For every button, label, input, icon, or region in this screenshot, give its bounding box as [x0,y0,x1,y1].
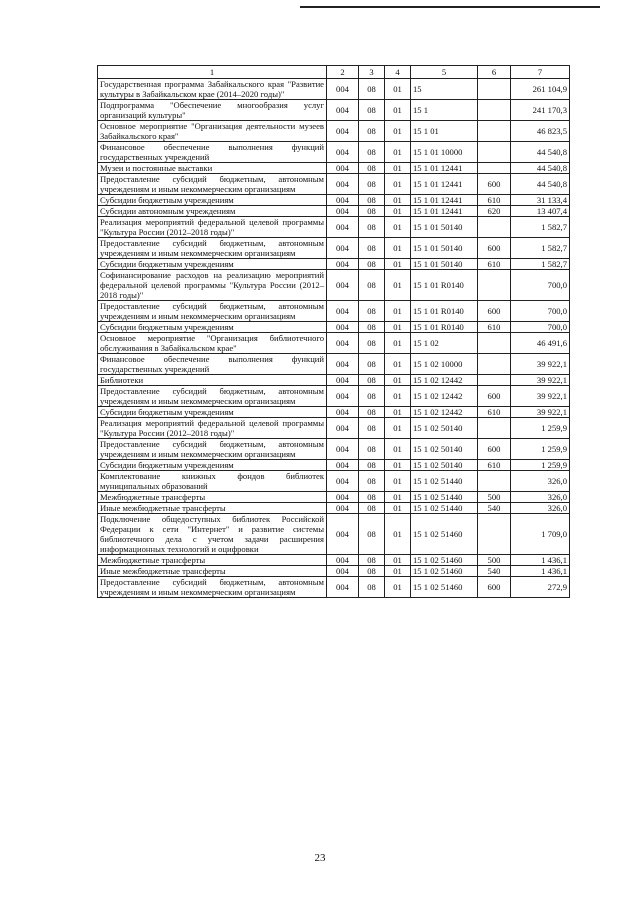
ministry-code: 004 [327,514,359,555]
ministry-code: 004 [327,79,359,100]
expense-type-code [478,217,511,238]
amount: 1 259,9 [511,439,570,460]
expense-type-code: 600 [478,238,511,259]
amount: 326,0 [511,503,570,514]
section-code: 08 [359,100,385,121]
expense-type-code: 600 [478,577,511,598]
ministry-code: 004 [327,471,359,492]
table-row [98,174,570,195]
amount: 44 540,8 [511,174,570,195]
amount: 1 582,7 [511,217,570,238]
subsection-code: 01 [385,375,411,386]
amount: 13 407,4 [511,206,570,217]
subsection-code: 01 [385,418,411,439]
amount: 272,9 [511,577,570,598]
target-article-code: 15 1 02 51460 [411,514,478,555]
amount: 1 582,7 [511,238,570,259]
subsection-code: 01 [385,259,411,270]
section-code: 08 [359,238,385,259]
target-article-code: 15 1 [411,100,478,121]
expense-type-code [478,354,511,375]
header-cell-3: 3 [359,66,385,79]
target-article-code: 15 1 02 12442 [411,386,478,407]
ministry-code: 004 [327,375,359,386]
ministry-code: 004 [327,163,359,174]
table-row [98,375,570,386]
expense-type-code: 610 [478,195,511,206]
subsection-code: 01 [385,514,411,555]
amount: 1 709,0 [511,514,570,555]
expense-type-code: 610 [478,259,511,270]
expense-type-code: 540 [478,566,511,577]
subsection-code: 01 [385,460,411,471]
table-row [98,407,570,418]
section-code: 08 [359,163,385,174]
target-article-code: 15 1 02 12442 [411,375,478,386]
table-row [98,163,570,174]
table-row [98,439,570,460]
row-name: Межбюджетные трансферты [98,555,327,566]
subsection-code: 01 [385,492,411,503]
header-cell-5: 5 [411,66,478,79]
amount: 44 540,8 [511,163,570,174]
table-row [98,121,570,142]
row-name: Государственная программа Забайкальского края "Развитие культуры в Забайкальском крае (2014–2020 годы)" [98,79,327,100]
target-article-code: 15 1 01 50140 [411,238,478,259]
target-article-code: 15 1 01 10000 [411,142,478,163]
table-row [98,577,570,598]
target-article-code: 15 1 01 [411,121,478,142]
ministry-code: 004 [327,270,359,301]
section-code: 08 [359,354,385,375]
row-name: Иные межбюджетные трансферты [98,566,327,577]
expense-type-code [478,375,511,386]
expense-type-code: 500 [478,555,511,566]
target-article-code: 15 1 02 50140 [411,460,478,471]
ministry-code: 004 [327,333,359,354]
expense-type-code: 600 [478,439,511,460]
table-row [98,259,570,270]
expense-type-code [478,514,511,555]
expense-type-code [478,333,511,354]
amount: 39 922,1 [511,375,570,386]
ministry-code: 004 [327,238,359,259]
amount: 700,0 [511,270,570,301]
section-code: 08 [359,206,385,217]
expense-type-code [478,418,511,439]
section-code: 08 [359,503,385,514]
ministry-code: 004 [327,121,359,142]
expense-type-code [478,142,511,163]
row-name: Субсидии бюджетным учреждениям [98,195,327,206]
expense-type-code: 610 [478,407,511,418]
subsection-code: 01 [385,217,411,238]
top-rule [300,6,600,8]
target-article-code: 15 1 01 50140 [411,259,478,270]
subsection-code: 01 [385,322,411,333]
subsection-code: 01 [385,174,411,195]
target-article-code: 15 1 01 R0140 [411,322,478,333]
target-article-code: 15 1 01 50140 [411,217,478,238]
table-row [98,270,570,301]
row-name: Библиотеки [98,375,327,386]
table-row [98,471,570,492]
amount: 261 104,9 [511,79,570,100]
section-code: 08 [359,439,385,460]
amount: 1 436,1 [511,566,570,577]
ministry-code: 004 [327,195,359,206]
row-name: Основное мероприятие "Организация деятельности музеев Забайкальского края" [98,121,327,142]
row-name: Реализация мероприятий федеральной целевой программы "Культура России (2012–2018 годы)" [98,418,327,439]
subsection-code: 01 [385,121,411,142]
ministry-code: 004 [327,566,359,577]
row-name: Межбюджетные трансферты [98,492,327,503]
table-row [98,503,570,514]
target-article-code: 15 1 02 51440 [411,471,478,492]
section-code: 08 [359,79,385,100]
section-code: 08 [359,259,385,270]
row-name: Предоставление субсидий бюджетным, автономным учреждениям и иным некоммерческим организациям [98,386,327,407]
target-article-code: 15 1 02 51460 [411,577,478,598]
target-article-code: 15 1 01 R0140 [411,301,478,322]
subsection-code: 01 [385,333,411,354]
ministry-code: 004 [327,217,359,238]
ministry-code: 004 [327,418,359,439]
ministry-code: 004 [327,174,359,195]
amount: 46 823,5 [511,121,570,142]
table-row [98,206,570,217]
amount: 1 582,7 [511,259,570,270]
target-article-code: 15 1 02 [411,333,478,354]
subsection-code: 01 [385,206,411,217]
row-name: Субсидии автономным учреждениям [98,206,327,217]
section-code: 08 [359,471,385,492]
section-code: 08 [359,270,385,301]
ministry-code: 004 [327,407,359,418]
target-article-code: 15 1 01 R0140 [411,270,478,301]
section-code: 08 [359,577,385,598]
table-row [98,100,570,121]
target-article-code: 15 1 01 12441 [411,163,478,174]
target-article-code: 15 1 01 12441 [411,206,478,217]
header-cell-1: 1 [98,66,327,79]
row-name: Подключение общедоступных библиотек Российской Федерации к сети "Интернет" и развитие системы библиотечного дела с учетом задачи расширения информационных технологий и оцифровки [98,514,327,555]
row-name: Предоставление субсидий бюджетным, автономным учреждениям и иным некоммерческим организациям [98,577,327,598]
row-name: Музеи и постоянные выставки [98,163,327,174]
amount: 326,0 [511,471,570,492]
budget-table [97,65,570,598]
row-name: Субсидии бюджетным учреждениям [98,322,327,333]
table-row [98,418,570,439]
table-row [98,386,570,407]
row-name: Финансовое обеспечение выполнения функций государственных учреждений [98,142,327,163]
subsection-code: 01 [385,503,411,514]
row-name: Предоставление субсидий бюджетным, автономным учреждениям и иным некоммерческим организациям [98,301,327,322]
row-name: Основное мероприятие "Организация библиотечного обслуживания в Забайкальском крае" [98,333,327,354]
subsection-code: 01 [385,163,411,174]
header-cell-6: 6 [478,66,511,79]
expense-type-code [478,471,511,492]
row-name: Предоставление субсидий бюджетным, автономным учреждениям и иным некоммерческим организациям [98,439,327,460]
target-article-code: 15 1 01 12441 [411,174,478,195]
row-name: Финансовое обеспечение выполнения функций государственных учреждений [98,354,327,375]
table-row [98,514,570,555]
header-cell-7: 7 [511,66,570,79]
row-name: Субсидии бюджетным учреждениям [98,407,327,418]
page-number: 23 [314,852,326,864]
expense-type-code: 610 [478,322,511,333]
subsection-code: 01 [385,354,411,375]
amount: 39 922,1 [511,407,570,418]
section-code: 08 [359,174,385,195]
table-header [98,66,570,79]
target-article-code: 15 1 02 10000 [411,354,478,375]
row-name: Иные межбюджетные трансферты [98,503,327,514]
row-name: Субсидии бюджетным учреждениям [98,259,327,270]
amount: 700,0 [511,301,570,322]
subsection-code: 01 [385,439,411,460]
target-article-code: 15 1 02 51460 [411,555,478,566]
section-code: 08 [359,460,385,471]
expense-type-code: 500 [478,492,511,503]
subsection-code: 01 [385,407,411,418]
subsection-code: 01 [385,471,411,492]
row-name: Подпрограмма "Обеспечение многообразия услуг организаций культуры" [98,100,327,121]
amount: 1 259,9 [511,460,570,471]
row-name: Предоставление субсидий бюджетным, автономным учреждениям и иным некоммерческим организациям [98,174,327,195]
section-code: 08 [359,407,385,418]
amount: 44 540,8 [511,142,570,163]
row-name: Софинансирование расходов на реализацию мероприятий федеральной целевой программы "Культура России (2012–2018 годы)" [98,270,327,301]
subsection-code: 01 [385,301,411,322]
table-row [98,333,570,354]
row-name: Реализация мероприятий федеральной целевой программы "Культура России (2012–2018 годы)" [98,217,327,238]
ministry-code: 004 [327,460,359,471]
target-article-code: 15 1 02 50140 [411,439,478,460]
subsection-code: 01 [385,79,411,100]
ministry-code: 004 [327,555,359,566]
table-row [98,322,570,333]
expense-type-code [478,270,511,301]
table-row [98,79,570,100]
ministry-code: 004 [327,142,359,163]
amount: 1 259,9 [511,418,570,439]
table-body [98,79,570,598]
section-code: 08 [359,492,385,503]
target-article-code: 15 1 02 12442 [411,407,478,418]
row-name: Предоставление субсидий бюджетным, автономным учреждениям и иным некоммерческим организациям [98,238,327,259]
ministry-code: 004 [327,492,359,503]
header-row [98,66,570,79]
table-row [98,555,570,566]
subsection-code: 01 [385,566,411,577]
header-cell-2: 2 [327,66,359,79]
subsection-code: 01 [385,555,411,566]
row-name: Субсидии бюджетным учреждениям [98,460,327,471]
table-row [98,566,570,577]
section-code: 08 [359,301,385,322]
section-code: 08 [359,375,385,386]
target-article-code: 15 [411,79,478,100]
section-code: 08 [359,555,385,566]
ministry-code: 004 [327,503,359,514]
expense-type-code: 600 [478,301,511,322]
section-code: 08 [359,418,385,439]
ministry-code: 004 [327,577,359,598]
amount: 241 170,3 [511,100,570,121]
target-article-code: 15 1 02 51440 [411,492,478,503]
target-article-code: 15 1 02 51440 [411,503,478,514]
section-code: 08 [359,333,385,354]
section-code: 08 [359,217,385,238]
amount: 46 491,6 [511,333,570,354]
ministry-code: 004 [327,322,359,333]
section-code: 08 [359,514,385,555]
ministry-code: 004 [327,301,359,322]
target-article-code: 15 1 02 51460 [411,566,478,577]
section-code: 08 [359,121,385,142]
table-row [98,492,570,503]
expense-type-code: 600 [478,174,511,195]
subsection-code: 01 [385,195,411,206]
section-code: 08 [359,566,385,577]
table-row [98,217,570,238]
table-row [98,460,570,471]
expense-type-code: 620 [478,206,511,217]
ministry-code: 004 [327,206,359,217]
expense-type-code: 540 [478,503,511,514]
subsection-code: 01 [385,100,411,121]
amount: 31 133,4 [511,195,570,206]
amount: 39 922,1 [511,354,570,375]
amount: 1 436,1 [511,555,570,566]
amount: 326,0 [511,492,570,503]
subsection-code: 01 [385,238,411,259]
expense-type-code: 610 [478,460,511,471]
expense-type-code [478,100,511,121]
ministry-code: 004 [327,386,359,407]
expense-type-code [478,79,511,100]
ministry-code: 004 [327,259,359,270]
expense-type-code: 600 [478,386,511,407]
table-row [98,142,570,163]
section-code: 08 [359,322,385,333]
amount: 39 922,1 [511,386,570,407]
table-row [98,195,570,206]
expense-type-code [478,163,511,174]
table-row [98,238,570,259]
table-row [98,301,570,322]
subsection-code: 01 [385,270,411,301]
ministry-code: 004 [327,354,359,375]
section-code: 08 [359,142,385,163]
subsection-code: 01 [385,577,411,598]
amount: 700,0 [511,322,570,333]
subsection-code: 01 [385,386,411,407]
section-code: 08 [359,386,385,407]
target-article-code: 15 1 02 50140 [411,418,478,439]
target-article-code: 15 1 01 12441 [411,195,478,206]
header-cell-4: 4 [385,66,411,79]
section-code: 08 [359,195,385,206]
table-row [98,354,570,375]
ministry-code: 004 [327,100,359,121]
ministry-code: 004 [327,439,359,460]
expense-type-code [478,121,511,142]
row-name: Комплектование книжных фондов библиотек муниципальных образований [98,471,327,492]
subsection-code: 01 [385,142,411,163]
